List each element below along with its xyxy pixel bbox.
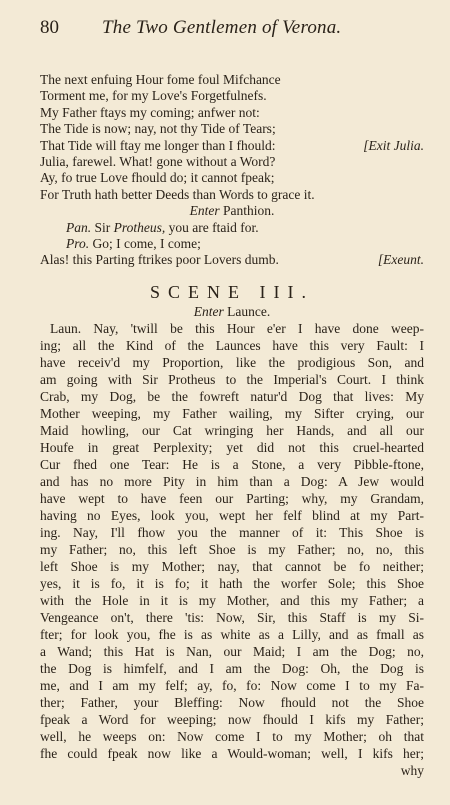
- speech-line: left Shoe is my Mother; nay, that cannot be fo neither;: [40, 559, 424, 574]
- speech-line: well, he weeps on: Now come I to my Mother; oh that: [40, 729, 424, 744]
- character-name: Protheus,: [113, 219, 166, 235]
- speech-line: my Father; no, this left Shoe is my Father; no, no, this: [40, 542, 424, 557]
- speech-line: ing; all the Kind of the Launces have this very Fault: I: [40, 338, 424, 353]
- stage-direction-enter-launce: [40, 304, 424, 320]
- speech-line: a Wand; this Hat is Nan, our Maid; I am the Dog; no,: [40, 644, 424, 659]
- speech-line: Mother weeping, my Father wailing, my Sifter crying, our: [40, 406, 424, 421]
- speech-line: me, and I am my felf; ay, fo, fo: Now come I to my Fa-: [40, 678, 424, 693]
- verse-text: That Tide will ftay me longer than I fhould:: [40, 137, 276, 153]
- verse-line-with-exeunt: [40, 252, 424, 268]
- speech-line: have wept to have feen our Parting; why, my Grandam,: [40, 491, 424, 506]
- scene-heading: SCENE III.: [150, 282, 314, 302]
- verse-line: For Truth hath better Deeds than Words to grace it.: [40, 186, 315, 202]
- speech-line: ther; Father, your Bleffing: Now fhould not the Shoe: [40, 695, 424, 710]
- exit-julia: [Exit Julia.: [363, 137, 424, 153]
- speech-line: Houfe in great Perplexity; yet did not this cruel-hearted: [40, 440, 424, 455]
- verse-line: Julia, farewel. What! gone without a Word?: [40, 153, 276, 169]
- verse-line: Ay, fo true Love fhould do; it cannot fpeak;: [40, 170, 275, 186]
- running-title: The Two Gentlemen of Verona.: [102, 17, 342, 38]
- verse-line: My Father ftays my coming; anfwer not:: [40, 104, 260, 120]
- verse-line: The next enfuing Hour fome foul Mifchance: [40, 72, 281, 87]
- speech-text: Go; I come, I come;: [92, 235, 201, 251]
- speech-line: Crab, my Dog, be the fowreft natur'd Dog that lives: My: [40, 389, 424, 404]
- launce-speech: [40, 320, 424, 779]
- speech-pan: [40, 220, 424, 236]
- verse-line-with-exit: [40, 138, 424, 154]
- character-name: Panthion.: [222, 203, 275, 219]
- speech-line: ing. Nay, I'll fhow you the manner of it: This Shoe is: [40, 525, 424, 540]
- speech-line: am going with Sir Protheus to the Imperial's Court. I think: [40, 372, 424, 387]
- stage-direction-enter-panthion: [40, 203, 424, 219]
- speech-line: Laun. Nay, 'twill be this Hour e'er I have done weep-: [50, 321, 424, 336]
- speech-line: Vengeance on't, there 'tis: Now, Sir, this Staff is my Si-: [40, 610, 424, 625]
- character-name: Launce.: [227, 304, 271, 319]
- enter-word: Enter: [193, 304, 224, 319]
- speech-line: having no Eyes, look you, wept her felf blind at my Part-: [40, 508, 424, 523]
- verse-text: Alas! this Parting ftrikes poor Lovers dumb.: [40, 252, 279, 268]
- speaker-label: Pan.: [66, 219, 92, 235]
- speech-line: fpeak a Word for weeping; now fhould I kifs my Father;: [40, 712, 424, 727]
- speech-line: have receiv'd my Proportion, like the prodigious Son, and: [40, 355, 424, 370]
- speech-text: Sir: [94, 219, 111, 235]
- speaker-label: Pro.: [66, 235, 90, 251]
- page-number: 80: [40, 17, 59, 38]
- speech-line: fter; for look you, fhe is as white as a Lilly, and as fmall as: [40, 627, 424, 642]
- speech-line: fhe could fpeak now like a Would-woman; well, I kifs her;: [40, 746, 424, 761]
- stage-direction-exeunt: [378, 252, 424, 268]
- speech-line: yes, it is fo, it is fo; it hath the worfer Sole; this Shoe: [40, 576, 424, 591]
- verse-line: Torment me, for my Love's Forgetfulnefs.: [40, 88, 267, 104]
- verse-block: [40, 72, 424, 269]
- verse-line: The Tide is now; nay, not thy Tide of Tears;: [40, 121, 276, 137]
- stage-direction-exit: [363, 138, 424, 154]
- speech-line: Cur fhed one Tear: He is a Stone, a very Pibble-ftone,: [40, 457, 424, 472]
- speech-line: and has no more Pity in him than a Dog: A Jew would: [40, 474, 424, 489]
- enter-word: Enter: [189, 203, 220, 219]
- speech-line: the Dog is himfelf, and I am the Dog: Oh, the Dog is: [40, 661, 424, 676]
- speech-pro: [40, 236, 424, 252]
- exeunt: [Exeunt.: [377, 252, 424, 268]
- speech-text: you are ftaid for.: [168, 219, 259, 235]
- running-header: [40, 16, 428, 40]
- speech-line: Maid howling, our Cat wringing her Hands, and all our: [40, 423, 424, 438]
- catchword: why: [400, 763, 424, 778]
- speech-line: with the Hole in it is my Mother, and this my Father; a: [40, 593, 424, 608]
